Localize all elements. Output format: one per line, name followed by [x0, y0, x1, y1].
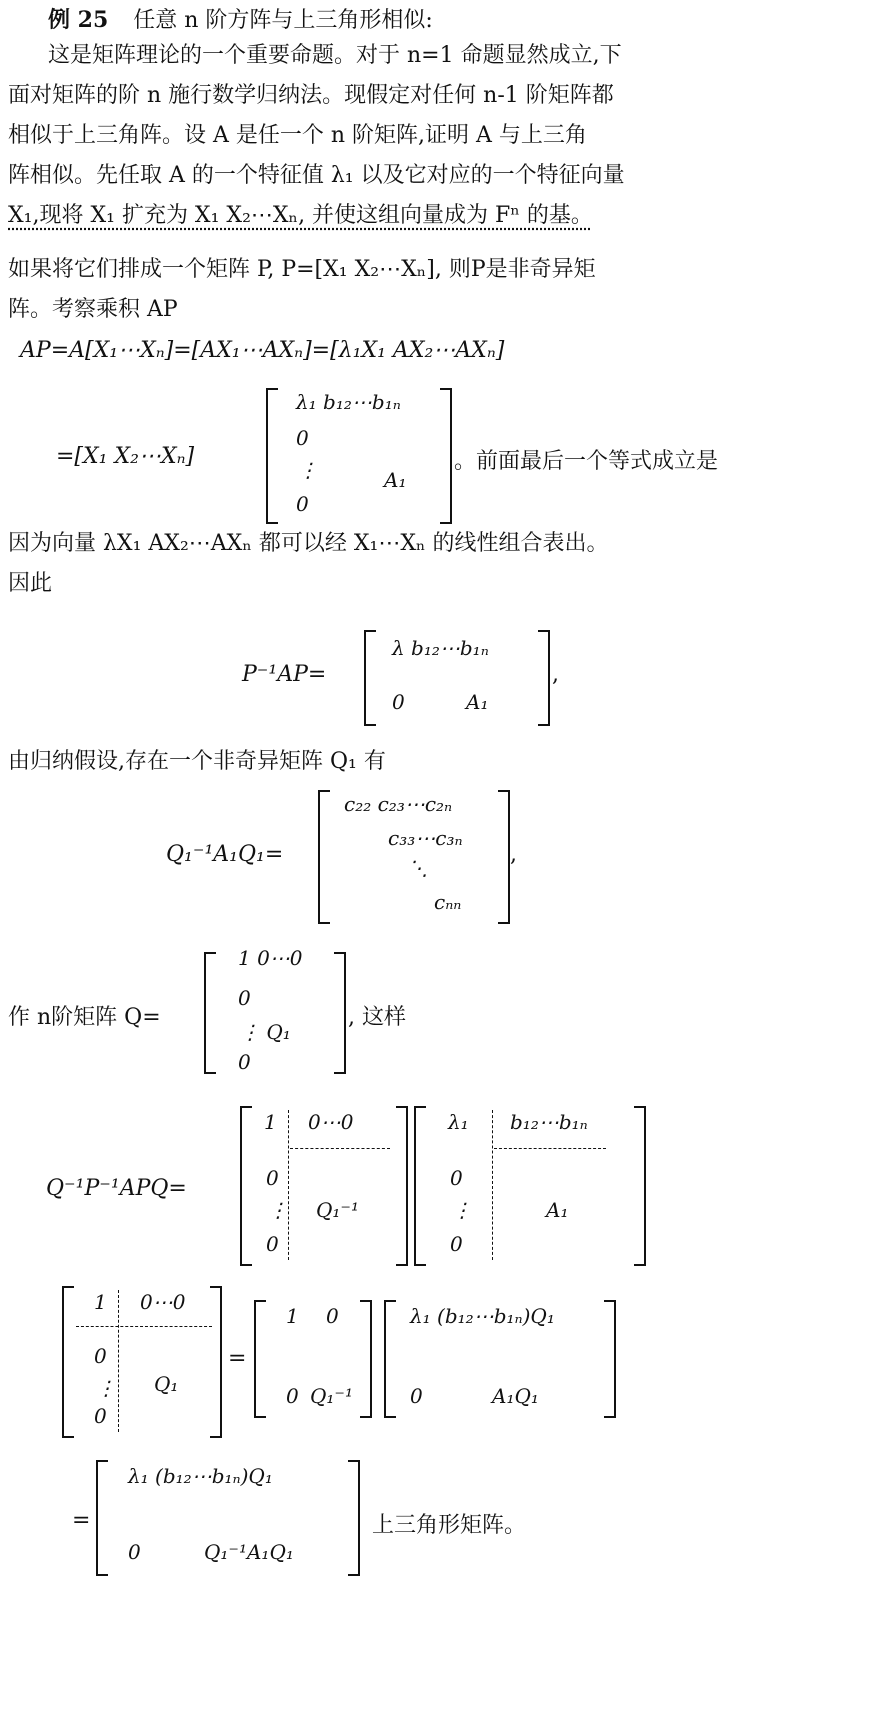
matrix-4-left-bracket [204, 952, 216, 1074]
equation-2-left: =[X₁ X₂⋯Xₙ] [56, 444, 195, 469]
matrix-8-right-bracket [360, 1300, 372, 1418]
text-line-5: X₁,现将 X₁ 扩充为 X₁ X₂⋯Xₙ, 并使这组向量成为 Fⁿ 的基。 [8, 203, 593, 228]
matrix-3-ddots: ⋱ [408, 856, 428, 880]
equation-2-tail: 。前面最后一个等式成立是 [454, 449, 719, 474]
equation-6-equals: = [228, 1346, 247, 1371]
matrix-3-right-bracket [498, 790, 510, 924]
matrix-4-cell-0b: 0 [238, 1050, 251, 1074]
matrix-7-cell-0b: 0 [94, 1404, 107, 1428]
matrix-7-partition-h [76, 1326, 212, 1327]
matrix-8-left-bracket [254, 1300, 266, 1418]
matrix-2-block-a1: A₁ [466, 690, 489, 714]
matrix-8 [266, 1300, 366, 1414]
matrix-6-row-1-rest: b₁₂⋯b₁ₙ [510, 1110, 588, 1134]
matrix-3-left-bracket [318, 790, 330, 924]
matrix-10-right-bracket [348, 1460, 360, 1576]
matrix-7-partition-v [118, 1290, 119, 1432]
matrix-10-row-1: λ₁ (b₁₂⋯b₁ₙ)Q₁ [128, 1464, 273, 1488]
matrix-4-right-bracket [334, 952, 346, 1074]
matrix-2-cell-0: 0 [392, 690, 405, 714]
matrix-4-cell-0a: 0 [238, 986, 251, 1010]
matrix-8-cell-12: 0 [326, 1304, 339, 1328]
matrix-6-left-bracket [414, 1106, 426, 1266]
matrix-10-left-bracket [96, 1460, 108, 1576]
matrix-7-vdots: ⋮ [96, 1376, 116, 1400]
matrix-2 [378, 630, 538, 722]
matrix-5-right-bracket [396, 1106, 408, 1266]
example-label: 例 25 [48, 7, 109, 33]
matrix-5-vdots: ⋮ [268, 1198, 288, 1222]
define-q-tail: , 这样 [348, 1005, 406, 1030]
equation-3-left: P⁻¹AP= [242, 662, 327, 687]
matrix-5-partition-v [288, 1110, 289, 1260]
matrix-1-right-bracket [440, 388, 452, 524]
matrix-3-row-last: cₙₙ [434, 890, 462, 914]
equation-7-tail: 上三角形矩阵。 [372, 1513, 527, 1538]
equation-7-equals: = [72, 1508, 91, 1533]
matrix-6-block-a1: A₁ [546, 1198, 569, 1222]
matrix-5-cell-0b: 0 [266, 1232, 279, 1256]
matrix-1-cell-0b: 0 [296, 492, 309, 516]
matrix-4 [218, 946, 342, 1076]
text-line-3: 相似于上三角阵。设 A 是任一个 n 阶矩阵,证明 A 与上三角 [8, 123, 587, 148]
matrix-9-row-1: λ₁ (b₁₂⋯b₁ₙ)Q₁ [410, 1304, 555, 1328]
matrix-6-cell-0b: 0 [450, 1232, 463, 1256]
matrix-9-left-bracket [384, 1300, 396, 1418]
matrix-7-cell-1: 1 [94, 1290, 107, 1314]
matrix-2-left-bracket [364, 630, 376, 726]
matrix-8-cell-22: Q₁⁻¹ [310, 1384, 353, 1408]
matrix-9-block-a1q1: A₁Q₁ [492, 1384, 539, 1408]
matrix-5-left-bracket [240, 1106, 252, 1266]
text-line-2: 面对矩阵的阶 n 施行数学归纳法。现假定对任何 n-1 阶矩阵都 [8, 83, 614, 108]
text-line-4: 阵相似。先任取 A 的一个特征值 λ₁ 以及它对应的一个特征向量 [8, 163, 625, 188]
matrix-6-cell-0a: 0 [450, 1166, 463, 1190]
matrix-9-right-bracket [604, 1300, 616, 1418]
matrix-5-cell-1: 1 [264, 1110, 277, 1134]
matrix-1 [280, 388, 440, 520]
matrix-9-cell-0: 0 [410, 1384, 423, 1408]
matrix-7-block-q1: Q₁ [154, 1372, 179, 1396]
matrix-6-cell-lambda: λ₁ [448, 1110, 469, 1134]
matrix-6-right-bracket [634, 1106, 646, 1266]
equation-5-left: Q⁻¹P⁻¹APQ= [46, 1176, 187, 1201]
equation-4-tail: , [510, 842, 517, 867]
equation-4-left: Q₁⁻¹A₁Q₁= [166, 842, 284, 867]
text-line-1: 这是矩阵理论的一个重要命题。对于 n=1 命题显然成立,下 [48, 43, 622, 68]
example-heading [48, 6, 433, 35]
matrix-5-partition-h [290, 1148, 390, 1149]
matrix-6-partition-v [492, 1110, 493, 1260]
matrix-3-row-1: c₂₂ c₂₃⋯c₂ₙ [344, 792, 453, 816]
matrix-1-vdots: ⋮ [298, 458, 318, 482]
matrix-7-right-bracket [210, 1286, 222, 1438]
define-q-left: 作 n阶矩阵 Q= [8, 1005, 161, 1030]
matrix-5-cell-0a: 0 [266, 1166, 279, 1190]
example-statement: 任意 n 阶方阵与上三角形相似: [133, 8, 433, 33]
matrix-5 [252, 1106, 402, 1262]
matrix-8-cell-21: 0 [286, 1384, 299, 1408]
matrix-8-cell-11: 1 [286, 1304, 299, 1328]
matrix-2-right-bracket [538, 630, 550, 726]
matrix-6-partition-h [494, 1148, 606, 1149]
matrix-4-vdots-q1: ⋮ Q₁ [240, 1020, 291, 1044]
matrix-3-row-2: c₃₃⋯c₃ₙ [388, 826, 463, 850]
text-line-8: 因为向量 λX₁ AX₂⋯AXₙ 都可以经 X₁⋯Xₙ 的线性组合表出。 [8, 531, 609, 556]
text-line-9: 因此 [8, 571, 53, 596]
matrix-1-row-1: λ₁ b₁₂⋯b₁ₙ [296, 390, 401, 414]
matrix-1-left-bracket [266, 388, 278, 524]
text-line-7: 阵。考察乘积 AP [8, 297, 178, 322]
matrix-7-row-1-rest: 0⋯0 [140, 1290, 186, 1314]
matrix-5-block-q1-inv: Q₁⁻¹ [316, 1198, 359, 1222]
matrix-10-cell-0: 0 [128, 1540, 141, 1564]
matrix-7 [74, 1286, 216, 1434]
matrix-6-vdots: ⋮ [452, 1198, 472, 1222]
matrix-10 [108, 1460, 352, 1572]
equation-1: AP=A[X₁⋯Xₙ]=[AX₁⋯AXₙ]=[λ₁X₁ AX₂⋯AXₙ] [20, 338, 505, 363]
matrix-2-row-1: λ b₁₂⋯b₁ₙ [392, 636, 489, 660]
matrix-9 [396, 1300, 608, 1414]
matrix-5-row-1-rest: 0⋯0 [308, 1110, 354, 1134]
text-line-6: 如果将它们排成一个矩阵 P, P=[X₁ X₂⋯Xₙ], 则P是非奇异矩 [8, 257, 596, 282]
matrix-10-block: Q₁⁻¹A₁Q₁ [204, 1540, 294, 1564]
matrix-1-cell-0a: 0 [296, 426, 309, 450]
matrix-1-block-a1: A₁ [384, 468, 407, 492]
equation-3-tail: , [552, 662, 559, 687]
matrix-7-left-bracket [62, 1286, 74, 1438]
matrix-7-cell-0a: 0 [94, 1344, 107, 1368]
matrix-6 [428, 1106, 644, 1262]
matrix-4-row-1: 1 0⋯0 [238, 946, 303, 970]
matrix-3 [330, 790, 498, 920]
text-line-10: 由归纳假设,存在一个非奇异矩阵 Q₁ 有 [8, 749, 386, 774]
